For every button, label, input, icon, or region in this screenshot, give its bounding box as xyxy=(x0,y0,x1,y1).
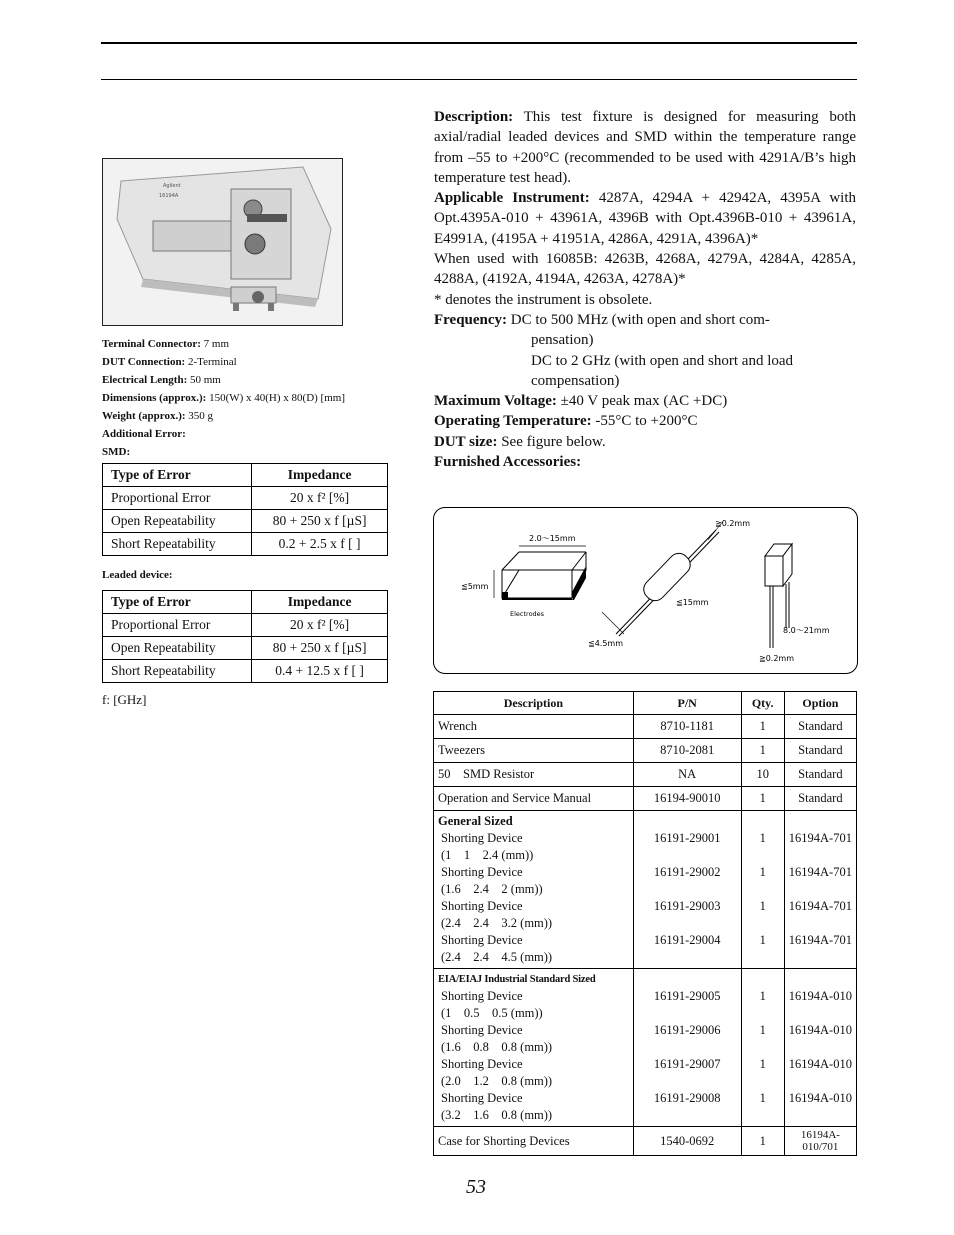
header-rule-bottom xyxy=(101,79,857,80)
header-rule-top xyxy=(101,42,857,44)
radial-lead-label: ≧0.2mm xyxy=(759,654,795,663)
operating-temperature: Operating Temperature: -55°C to +200°C xyxy=(434,413,698,430)
col-description: Description xyxy=(434,692,634,715)
spec-electrical-length: Electrical Length: 50 mm xyxy=(102,374,221,386)
col-quantity: Qty. xyxy=(741,692,784,715)
furnished-accessories-label: Furnished Accessories: xyxy=(434,454,582,471)
table-row: Open Repeatability 80 + 250 x f [µS] xyxy=(103,510,388,533)
spec-additional-error: Additional Error: xyxy=(102,428,186,440)
frequency-line-2: pensation) xyxy=(531,332,594,349)
table-row: Short Repeatability 0.4 + 12.5 x f [ ] xyxy=(103,660,388,683)
smd-length-label: 2.0～15mm xyxy=(529,534,576,543)
table-row: Case for Shorting Devices 1540-0692 1 16194A-010/701 xyxy=(434,1127,857,1156)
spec-weight: Weight (approx.): 350 g xyxy=(102,410,214,422)
eia-sized-title: EIA/EIAJ Industrial Standard Sized xyxy=(438,974,596,985)
frequency-line: Frequency: DC to 500 MHz (with open and short com- xyxy=(434,311,770,328)
product-photo xyxy=(102,158,343,326)
smd-error-table xyxy=(102,463,388,556)
table-row: Proportional Error 20 x f² [%] xyxy=(103,614,388,637)
table-header-row xyxy=(103,591,388,614)
leaded-error-table xyxy=(102,590,388,683)
spec-dut-connection: DUT Connection: 2-Terminal xyxy=(102,356,237,368)
leaded-device-label: Leaded device: xyxy=(102,569,173,581)
table-row: Open Repeatability 80 + 250 x f [µS] xyxy=(103,637,388,660)
table-row: Short Repeatability 0.2 + 2.5 x f [ ] xyxy=(103,533,388,556)
col-impedance: Impedance xyxy=(252,591,388,614)
max-voltage: Maximum Voltage: ±40 V peak max (AC +DC) xyxy=(434,393,728,410)
frequency-line-4: compensation) xyxy=(531,372,620,389)
spec-terminal-connector: Terminal Connector: 7 mm xyxy=(102,338,230,350)
general-sized-group: General Sized Shorting Device (1 1 2.4 (mm)) Shorting Device (1.6 2.4 2 (mm)) Shorting Device (2.4 2.4 3.2 (mm)) Shorting Device (2.4 2.4 4.5 (mm)) 16191-29001 16191-29002 16191-29003 16191-29004 1 1 1 1 16194A-701 16194A-701 16194A-701 16194A-701 xyxy=(434,811,857,969)
accessories-table xyxy=(433,691,857,1156)
table-row: Proportional Error 20 x f² [%] xyxy=(103,487,388,510)
photo-model-text: 16194A xyxy=(159,193,179,199)
spec-smd: SMD: xyxy=(102,446,131,458)
frequency-line-3: DC to 2 GHz (with open and short and load xyxy=(531,352,794,369)
description-block xyxy=(434,107,856,472)
table-row: 50 SMD Resistor NA 10 Standard xyxy=(434,763,857,787)
smd-chip-drawing xyxy=(461,534,586,618)
radial-device-drawing xyxy=(759,544,830,663)
smd-height-label: ≦5mm xyxy=(461,582,489,591)
general-sized-title: General Sized xyxy=(438,814,513,828)
table-row: Wrench 8710-1181 1 Standard xyxy=(434,715,857,739)
spec-dimensions: Dimensions (approx.): 150(W) x 40(H) x 80(D) [mm] xyxy=(102,392,345,404)
axial-device-drawing xyxy=(588,519,750,648)
dut-size-figure xyxy=(433,507,858,674)
obsolete-note: * denotes the instrument is obsolete. xyxy=(434,291,653,308)
radial-length-label: 8.0～21mm xyxy=(783,626,830,635)
frequency-unit-note: f: [GHz] xyxy=(102,692,147,707)
table-row: Operation and Service Manual 16194-90010 1 Standard xyxy=(434,787,857,811)
when-used-note: When used with 16085B: 4263B, 4268A, 4279A, 4284A, 4285A, 4288A, (4192A, 4194A, 4263A, 4278A)* xyxy=(434,251,856,288)
dut-size: DUT size: See figure below. xyxy=(434,433,606,450)
col-impedance: Impedance xyxy=(252,464,388,487)
axial-diameter-label: ≦4.5mm xyxy=(588,639,624,648)
col-type-of-error: Type of Error xyxy=(103,591,252,614)
axial-lead-label: ≧0.2mm xyxy=(715,519,751,528)
table-header-row xyxy=(103,464,388,487)
col-type-of-error: Type of Error xyxy=(103,464,252,487)
description-paragraph: Description: This test fixture is designed for measuring both axial/radial leaded devices and SMD within the temperature range from –55 to +200°C (recommended to be used with 4291A/B’s high temperature test head). xyxy=(434,109,856,186)
applicable-instrument: Applicable Instrument: 4287A, 4294A + 42942A, 4395A with Opt.4395A-010 + 43961A, 4396B with Opt.4396B-010 + 43961A, E4991A, (4195A + 41951A, 4286A, 4291A, 4396A)* xyxy=(434,190,856,247)
page-number: 53 xyxy=(466,1176,486,1198)
photo-brand-text: Agilent xyxy=(163,183,181,189)
spec-list xyxy=(102,335,402,461)
col-option: Option xyxy=(784,692,856,715)
eia-sized-group: EIA/EIAJ Industrial Standard Sized Shorting Device (1 0.5 0.5 (mm)) Shorting Device (1.6 0.8 0.8 (mm)) Shorting Device (2.0 1.2 0.8 (mm)) Shorting Device (3.2 1.6 0.8 (mm)) 16191-29005 16191-29006 16191-29007 16191-29008 1 1 1 1 16194A-010 16194A-010 16194A-010 16194A-010 xyxy=(434,969,857,1127)
electrodes-label: Electrodes xyxy=(510,610,545,618)
col-part-number: P/N xyxy=(633,692,741,715)
table-row: Tweezers 8710-2081 1 Standard xyxy=(434,739,857,763)
table-header-row xyxy=(434,692,857,715)
axial-body-label: ≦15mm xyxy=(676,598,709,607)
